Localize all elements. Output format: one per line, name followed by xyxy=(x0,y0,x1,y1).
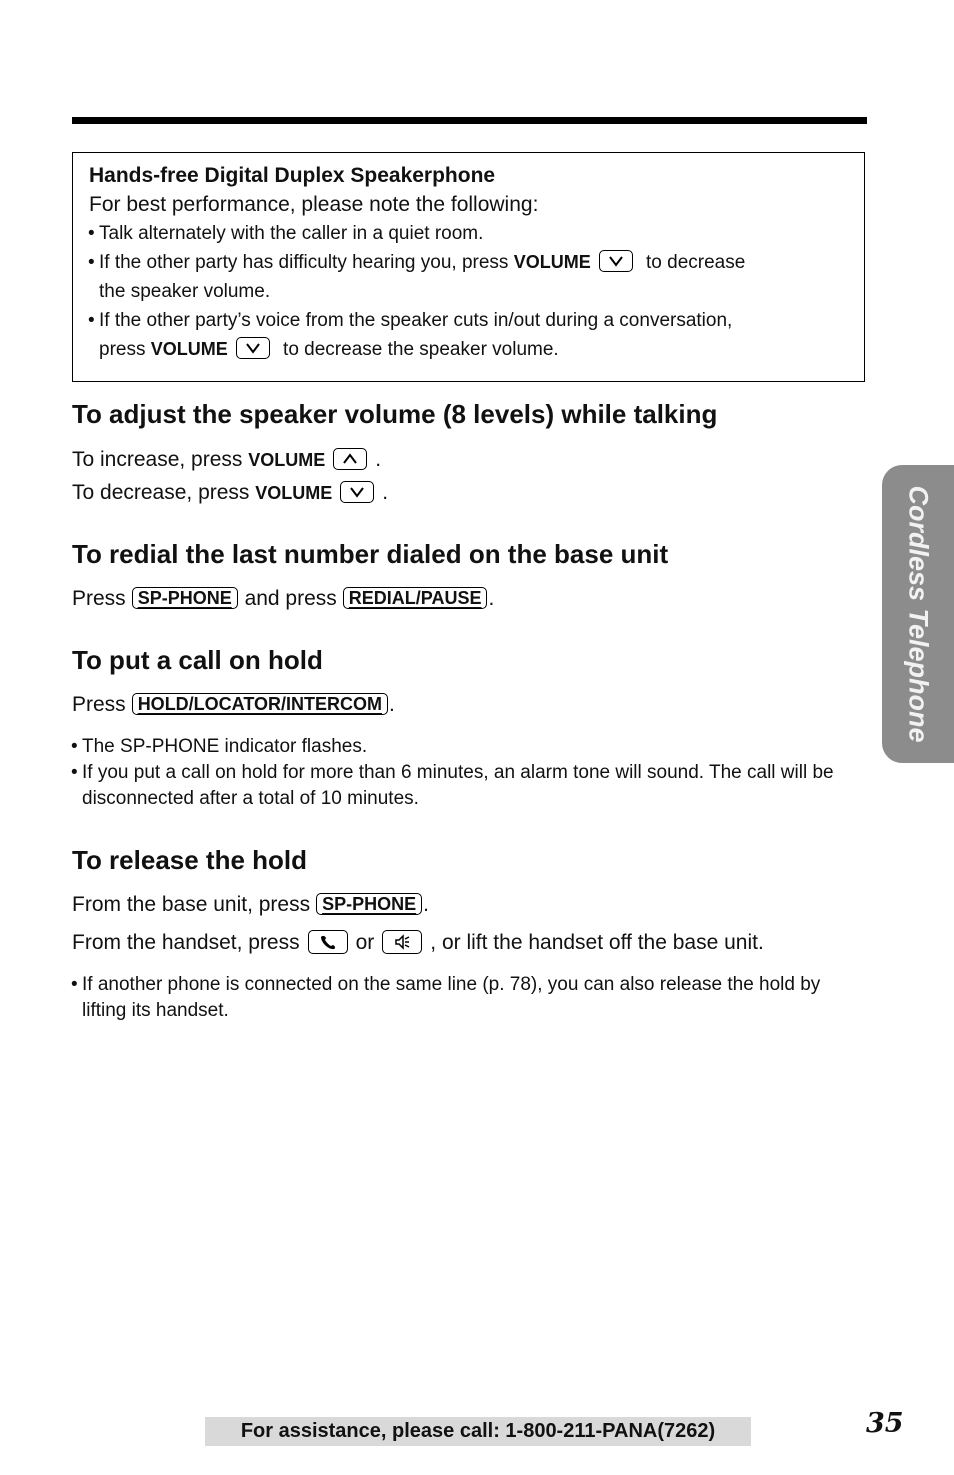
sp-phone-key: SP-PHONE xyxy=(132,587,238,609)
base-text: From the base unit, press xyxy=(72,893,311,916)
speakerphone-button xyxy=(382,930,422,954)
period: . xyxy=(389,693,395,716)
hold-notes xyxy=(72,734,862,812)
release-base-instruction xyxy=(72,891,429,919)
press-text: Press xyxy=(72,587,126,610)
section-side-tab xyxy=(882,465,954,763)
speakerphone-icon xyxy=(393,934,411,950)
volume-label: VOLUME xyxy=(248,450,326,470)
notice-item-text: to decrease the speaker volume. xyxy=(283,339,559,360)
period: . xyxy=(375,448,382,471)
speakerphone-notice-box xyxy=(72,152,865,382)
assistance-footer: For assistance, please call: 1-800-211-PANA(7262) xyxy=(205,1417,751,1446)
volume-label: VOLUME xyxy=(150,339,228,359)
notice-title: Hands-free Digital Duplex Speakerphone xyxy=(89,164,496,187)
hold-note: • If you put a call on hold for more than 6 minutes, an alarm tone will sound. The call will be disconnected after a total of 10 minutes. xyxy=(72,760,862,812)
notice-item-text: press xyxy=(99,339,146,360)
page-number: 35 xyxy=(866,1408,904,1439)
handset-text: From the handset, press xyxy=(72,931,300,954)
and-press-text: and press xyxy=(244,587,337,610)
top-rule xyxy=(72,117,867,124)
chevron-down-icon xyxy=(349,485,365,499)
volume-decrease-line xyxy=(72,479,388,507)
period: . xyxy=(423,893,429,916)
notice-item-text: the speaker volume. xyxy=(99,281,271,302)
volume-down-button xyxy=(236,337,270,359)
volume-label: VOLUME xyxy=(513,252,591,272)
period: . xyxy=(382,481,389,504)
release-note: • If another phone is connected on the same line (p. 78), you can also release the hold by lifting its handset. xyxy=(72,972,862,1024)
hold-heading: To put a call on hold xyxy=(72,645,323,675)
release-handset-instruction xyxy=(72,929,764,957)
volume-increase-line xyxy=(72,446,381,474)
decrease-text: To decrease, press xyxy=(72,481,250,504)
notice-list xyxy=(89,219,848,364)
chevron-down-icon xyxy=(608,254,624,268)
notice-item-text: Talk alternately with the caller in a quiet room. xyxy=(99,223,484,244)
hold-locator-intercom-key: HOLD/LOCATOR/INTERCOM xyxy=(132,693,388,715)
volume-up-button xyxy=(333,448,367,470)
handset-tail: , or lift the handset off the base unit. xyxy=(430,931,764,954)
sp-phone-key: SP-PHONE xyxy=(316,893,422,915)
period: . xyxy=(488,587,495,610)
chevron-up-icon xyxy=(342,452,358,466)
talk-icon xyxy=(319,934,337,950)
redial-instruction xyxy=(72,585,494,613)
notice-item xyxy=(89,248,848,306)
notice-item xyxy=(89,219,848,248)
release-heading: To release the hold xyxy=(72,845,308,875)
side-tab-label: Cordless Telephone xyxy=(903,485,934,743)
or-text: or xyxy=(355,931,375,954)
volume-down-button xyxy=(340,481,374,503)
notice-item-text: If the other party has difficulty hearing you, press xyxy=(99,252,509,273)
notice-intro: For best performance, please note the following: xyxy=(89,193,539,216)
release-notes xyxy=(72,972,862,1024)
volume-heading: To adjust the speaker volume (8 levels) while talking xyxy=(72,399,718,429)
hold-instruction xyxy=(72,691,395,719)
increase-text: To increase, press xyxy=(72,448,243,471)
press-text: Press xyxy=(72,693,126,716)
notice-item-text: If the other party’s voice from the speaker cuts in/out during a conversation, xyxy=(99,310,733,331)
notice-item-text: to decrease xyxy=(646,252,746,273)
notice-item xyxy=(89,306,848,364)
chevron-down-icon xyxy=(245,341,261,355)
volume-label: VOLUME xyxy=(255,483,333,503)
redial-heading: To redial the last number dialed on the base unit xyxy=(72,539,669,569)
redial-pause-key: REDIAL/PAUSE xyxy=(343,587,488,609)
hold-note: • The SP-PHONE indicator flashes. xyxy=(72,734,862,760)
volume-down-button xyxy=(599,250,633,272)
talk-button xyxy=(308,930,348,954)
